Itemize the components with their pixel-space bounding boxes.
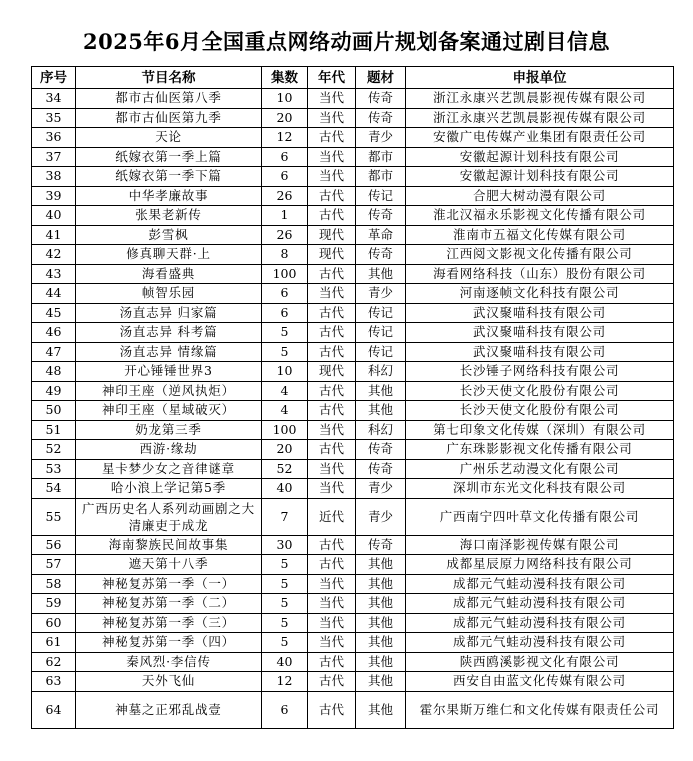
cell-era: 当代	[308, 167, 356, 187]
cell-name: 奶龙第三季	[76, 420, 262, 440]
cell-episodes: 100	[262, 264, 308, 284]
table-row	[32, 420, 674, 440]
table-row	[32, 555, 674, 575]
cell-seq: 55	[32, 498, 76, 535]
cell-seq: 53	[32, 459, 76, 479]
table-row	[32, 594, 674, 614]
cell-unit: 广西南宁四叶草文化传播有限公司	[406, 498, 674, 535]
cell-era: 古代	[308, 128, 356, 148]
cell-genre: 青少	[356, 284, 406, 304]
cell-era: 古代	[308, 652, 356, 672]
cell-era: 现代	[308, 362, 356, 382]
cell-episodes: 12	[262, 672, 308, 692]
cell-era: 当代	[308, 633, 356, 653]
cell-era: 当代	[308, 574, 356, 594]
cell-seq: 46	[32, 323, 76, 343]
cell-seq: 34	[32, 89, 76, 109]
cell-name: 秦风烈·李信传	[76, 652, 262, 672]
table-row	[32, 167, 674, 187]
cell-era: 现代	[308, 245, 356, 265]
cell-genre: 其他	[356, 613, 406, 633]
cell-unit: 成都星辰原力网络科技有限公司	[406, 555, 674, 575]
header-seq: 序号	[32, 67, 76, 89]
table-row	[32, 245, 674, 265]
cell-name: 神秘复苏第一季（三）	[76, 613, 262, 633]
cell-unit: 长沙天使文化股份有限公司	[406, 401, 674, 421]
table-row	[32, 459, 674, 479]
cell-genre: 传记	[356, 186, 406, 206]
cell-unit: 安徽起源计划科技有限公司	[406, 147, 674, 167]
cell-genre: 传奇	[356, 89, 406, 109]
cell-seq: 63	[32, 672, 76, 692]
cell-episodes: 20	[262, 440, 308, 460]
cell-genre: 青少	[356, 479, 406, 499]
cell-era: 古代	[308, 206, 356, 226]
table-row	[32, 323, 674, 343]
cell-unit: 浙江永康兴艺凯晨影视传媒有限公司	[406, 108, 674, 128]
cell-episodes: 6	[262, 284, 308, 304]
cell-name: 中华孝廉故事	[76, 186, 262, 206]
cell-genre: 其他	[356, 264, 406, 284]
cell-unit: 长沙天使文化股份有限公司	[406, 381, 674, 401]
table-row	[32, 652, 674, 672]
cell-genre: 其他	[356, 401, 406, 421]
cell-episodes: 6	[262, 147, 308, 167]
cell-genre: 其他	[356, 381, 406, 401]
cell-name: 纸嫁衣第一季下篇	[76, 167, 262, 187]
cell-genre: 传奇	[356, 440, 406, 460]
cell-genre: 青少	[356, 498, 406, 535]
cell-seq: 50	[32, 401, 76, 421]
cell-episodes: 100	[262, 420, 308, 440]
cell-era: 古代	[308, 342, 356, 362]
table-row	[32, 186, 674, 206]
cell-unit: 长沙锤子网络科技有限公司	[406, 362, 674, 382]
cell-episodes: 26	[262, 186, 308, 206]
cell-era: 古代	[308, 401, 356, 421]
cell-name: 张果老新传	[76, 206, 262, 226]
cell-episodes: 40	[262, 479, 308, 499]
cell-episodes: 5	[262, 323, 308, 343]
header-genre: 题材	[356, 67, 406, 89]
cell-genre: 传奇	[356, 535, 406, 555]
table-row	[32, 672, 674, 692]
cell-name: 神秘复苏第一季（一）	[76, 574, 262, 594]
cell-era: 古代	[308, 555, 356, 575]
cell-name: 开心锤锤世界3	[76, 362, 262, 382]
table-row	[32, 303, 674, 323]
table-row	[32, 498, 674, 535]
cell-era: 近代	[308, 498, 356, 535]
cell-seq: 61	[32, 633, 76, 653]
cell-unit: 海看网络科技（山东）股份有限公司	[406, 264, 674, 284]
cell-seq: 58	[32, 574, 76, 594]
cell-genre: 革命	[356, 225, 406, 245]
cell-name: 神印王座（逆风执炬）	[76, 381, 262, 401]
cell-name: 都市古仙医第八季	[76, 89, 262, 109]
cell-genre: 其他	[356, 594, 406, 614]
cell-seq: 47	[32, 342, 76, 362]
cell-unit: 成都元气蛙动漫科技有限公司	[406, 594, 674, 614]
cell-genre: 传记	[356, 323, 406, 343]
cell-genre: 其他	[356, 672, 406, 692]
cell-unit: 广东珠影影视文化传播有限公司	[406, 440, 674, 460]
cell-unit: 淮南市五福文化传媒有限公司	[406, 225, 674, 245]
header-unit: 申报单位	[406, 67, 674, 89]
cell-era: 古代	[308, 186, 356, 206]
cell-episodes: 5	[262, 594, 308, 614]
table-row	[32, 342, 674, 362]
table-row	[32, 362, 674, 382]
cell-era: 现代	[308, 225, 356, 245]
cell-unit: 武汉聚喵科技有限公司	[406, 323, 674, 343]
cell-name: 广西历史名人系列动画剧之大清廉吏于成龙	[76, 498, 262, 535]
cell-name: 神墓之正邪乱战壹	[76, 691, 262, 728]
cell-name: 修真聊天群·上	[76, 245, 262, 265]
cell-name: 都市古仙医第九季	[76, 108, 262, 128]
cell-genre: 传奇	[356, 245, 406, 265]
cell-era: 古代	[308, 264, 356, 284]
cell-era: 古代	[308, 672, 356, 692]
cell-seq: 60	[32, 613, 76, 633]
table-row	[32, 401, 674, 421]
table-row	[32, 479, 674, 499]
cell-unit: 河南逐帧文化科技有限公司	[406, 284, 674, 304]
cell-genre: 传记	[356, 342, 406, 362]
table-row	[32, 691, 674, 728]
cell-episodes: 1	[262, 206, 308, 226]
cell-episodes: 5	[262, 555, 308, 575]
records-table	[31, 66, 674, 729]
cell-unit: 江西阅文影视文化传播有限公司	[406, 245, 674, 265]
table-row	[32, 128, 674, 148]
cell-genre: 其他	[356, 574, 406, 594]
cell-name: 海南黎族民间故事集	[76, 535, 262, 555]
cell-unit: 第七印象文化传媒（深圳）有限公司	[406, 420, 674, 440]
cell-name: 西游·缘劫	[76, 440, 262, 460]
cell-episodes: 6	[262, 691, 308, 728]
cell-seq: 43	[32, 264, 76, 284]
cell-episodes: 10	[262, 362, 308, 382]
cell-era: 当代	[308, 479, 356, 499]
cell-name: 遮天第十八季	[76, 555, 262, 575]
cell-era: 当代	[308, 89, 356, 109]
cell-name: 彭雪枫	[76, 225, 262, 245]
cell-unit: 安徽广电传媒产业集团有限责任公司	[406, 128, 674, 148]
table-row	[32, 381, 674, 401]
cell-genre: 传奇	[356, 206, 406, 226]
cell-name: 汤直志异 归家篇	[76, 303, 262, 323]
cell-unit: 海口南泽影视传媒有限公司	[406, 535, 674, 555]
cell-genre: 传奇	[356, 459, 406, 479]
cell-seq: 36	[32, 128, 76, 148]
cell-unit: 淮北汉福永乐影视文化传播有限公司	[406, 206, 674, 226]
cell-seq: 49	[32, 381, 76, 401]
cell-name: 天外飞仙	[76, 672, 262, 692]
cell-seq: 54	[32, 479, 76, 499]
cell-name: 哈小浪上学记第5季	[76, 479, 262, 499]
cell-unit: 陕西鸥溪影视文化有限公司	[406, 652, 674, 672]
cell-genre: 其他	[356, 633, 406, 653]
cell-era: 古代	[308, 535, 356, 555]
cell-episodes: 6	[262, 167, 308, 187]
cell-episodes: 6	[262, 303, 308, 323]
cell-genre: 其他	[356, 555, 406, 575]
cell-episodes: 52	[262, 459, 308, 479]
cell-genre: 都市	[356, 167, 406, 187]
cell-name: 神秘复苏第一季（二）	[76, 594, 262, 614]
cell-era: 当代	[308, 284, 356, 304]
table-row	[32, 147, 674, 167]
cell-era: 当代	[308, 594, 356, 614]
cell-episodes: 8	[262, 245, 308, 265]
cell-unit: 成都元气蛙动漫科技有限公司	[406, 574, 674, 594]
cell-era: 古代	[308, 303, 356, 323]
header-era: 年代	[308, 67, 356, 89]
cell-seq: 52	[32, 440, 76, 460]
header-episodes: 集数	[262, 67, 308, 89]
cell-genre: 传记	[356, 303, 406, 323]
table-row	[32, 574, 674, 594]
cell-name: 汤直志异 科考篇	[76, 323, 262, 343]
cell-name: 神印王座（星域破灭）	[76, 401, 262, 421]
cell-episodes: 5	[262, 633, 308, 653]
cell-seq: 64	[32, 691, 76, 728]
table-row	[32, 535, 674, 555]
cell-era: 古代	[308, 691, 356, 728]
header-name: 节目名称	[76, 67, 262, 89]
cell-era: 古代	[308, 440, 356, 460]
table-row	[32, 225, 674, 245]
table-row	[32, 613, 674, 633]
cell-genre: 科幻	[356, 362, 406, 382]
cell-seq: 62	[32, 652, 76, 672]
cell-era: 当代	[308, 613, 356, 633]
cell-seq: 41	[32, 225, 76, 245]
page-title: 2025年6月全国重点网络动画片规划备案通过剧目信息	[82, 29, 611, 54]
cell-name: 神秘复苏第一季（四）	[76, 633, 262, 653]
cell-seq: 35	[32, 108, 76, 128]
cell-episodes: 5	[262, 574, 308, 594]
cell-genre: 传奇	[356, 108, 406, 128]
cell-genre: 青少	[356, 128, 406, 148]
cell-era: 当代	[308, 108, 356, 128]
cell-unit: 安徽起源计划科技有限公司	[406, 167, 674, 187]
cell-unit: 广州乐艺动漫文化有限公司	[406, 459, 674, 479]
cell-name: 天论	[76, 128, 262, 148]
cell-episodes: 12	[262, 128, 308, 148]
table-row	[32, 206, 674, 226]
table-row	[32, 89, 674, 109]
cell-episodes: 5	[262, 613, 308, 633]
cell-genre: 其他	[356, 691, 406, 728]
cell-unit: 武汉聚喵科技有限公司	[406, 342, 674, 362]
cell-seq: 44	[32, 284, 76, 304]
cell-seq: 51	[32, 420, 76, 440]
cell-era: 古代	[308, 323, 356, 343]
cell-unit: 成都元气蛙动漫科技有限公司	[406, 613, 674, 633]
table-body	[32, 89, 674, 729]
cell-era: 古代	[308, 381, 356, 401]
cell-episodes: 4	[262, 381, 308, 401]
cell-seq: 39	[32, 186, 76, 206]
table-row	[32, 284, 674, 304]
cell-seq: 48	[32, 362, 76, 382]
cell-name: 星卡梦少女之音律谜章	[76, 459, 262, 479]
cell-unit: 西安自由蓝文化传媒有限公司	[406, 672, 674, 692]
table-row	[32, 633, 674, 653]
cell-episodes: 7	[262, 498, 308, 535]
cell-genre: 科幻	[356, 420, 406, 440]
cell-seq: 38	[32, 167, 76, 187]
cell-era: 当代	[308, 147, 356, 167]
cell-unit: 成都元气蛙动漫科技有限公司	[406, 633, 674, 653]
cell-seq: 57	[32, 555, 76, 575]
cell-seq: 40	[32, 206, 76, 226]
cell-seq: 42	[32, 245, 76, 265]
cell-era: 当代	[308, 459, 356, 479]
cell-unit: 浙江永康兴艺凯晨影视传媒有限公司	[406, 89, 674, 109]
cell-unit: 合肥大树动漫有限公司	[406, 186, 674, 206]
cell-seq: 45	[32, 303, 76, 323]
cell-seq: 59	[32, 594, 76, 614]
table-row	[32, 108, 674, 128]
cell-name: 帧智乐园	[76, 284, 262, 304]
cell-unit: 武汉聚喵科技有限公司	[406, 303, 674, 323]
cell-episodes: 4	[262, 401, 308, 421]
cell-genre: 都市	[356, 147, 406, 167]
cell-episodes: 10	[262, 89, 308, 109]
cell-episodes: 5	[262, 342, 308, 362]
cell-era: 当代	[308, 420, 356, 440]
cell-episodes: 20	[262, 108, 308, 128]
table-row	[32, 264, 674, 284]
cell-episodes: 30	[262, 535, 308, 555]
cell-name: 汤直志异 情缘篇	[76, 342, 262, 362]
cell-genre: 其他	[356, 652, 406, 672]
cell-unit: 霍尔果斯万维仁和文化传媒有限责任公司	[406, 691, 674, 728]
cell-name: 纸嫁衣第一季上篇	[76, 147, 262, 167]
table-row	[32, 440, 674, 460]
cell-name: 海看盛典	[76, 264, 262, 284]
cell-unit: 深圳市东光文化科技有限公司	[406, 479, 674, 499]
cell-seq: 56	[32, 535, 76, 555]
cell-seq: 37	[32, 147, 76, 167]
cell-episodes: 26	[262, 225, 308, 245]
table-header-row	[32, 67, 674, 89]
cell-episodes: 40	[262, 652, 308, 672]
